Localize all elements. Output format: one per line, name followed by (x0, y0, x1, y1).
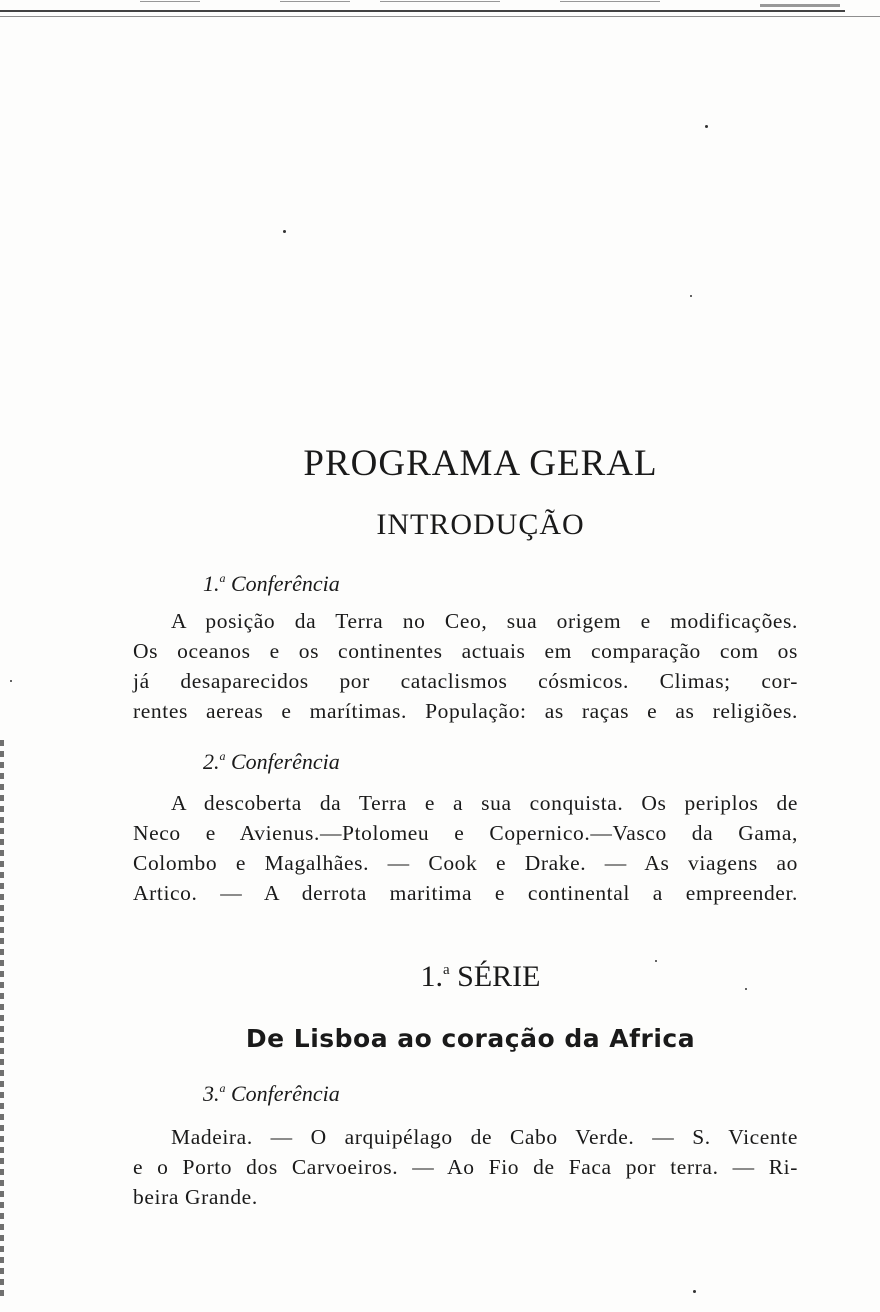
text-line: A posição da Terra no Ceo, sua origem e modificações. (171, 609, 798, 633)
text-line: Artico. — A derrota maritima e continental a empreender. (133, 881, 798, 905)
series-subtitle: De Lisboa ao coração da Africa (245, 1024, 696, 1053)
conference-label: Conferência (231, 749, 340, 774)
conference-1-text (133, 606, 798, 726)
series-heading (133, 950, 798, 997)
text-line: já desaparecidos por cataclismos cósmicos. Climas; cor- (133, 669, 798, 693)
conference-2-heading (133, 741, 798, 777)
scan-speck (10, 680, 12, 682)
conference-ordinal: a (219, 1081, 226, 1095)
conference-2-text (133, 788, 798, 908)
scan-dash (560, 1, 660, 2)
series-number: 1. (420, 960, 443, 993)
conference-number: 3. (203, 1081, 220, 1106)
conference-ordinal: a (219, 571, 226, 585)
text-line: beira Grande. (133, 1185, 258, 1209)
page-title: PROGRAMA GERAL (303, 443, 658, 484)
scan-dash (380, 1, 500, 2)
introduction-heading: INTRODUÇÃO (376, 508, 585, 541)
conference-3-text (133, 1122, 798, 1212)
scan-dash (760, 4, 840, 7)
scan-dash (280, 1, 350, 2)
series-ordinal: a (442, 962, 450, 978)
scan-speck (283, 230, 286, 233)
scan-left-edge (0, 740, 4, 1300)
text-line: A descoberta da Terra e a sua conquista. Os periplos de (171, 791, 798, 815)
text-line: Colombo e Magalhães. — Cook e Drake. — As viagens ao (133, 851, 798, 875)
document-body (133, 440, 798, 1212)
scan-speck (693, 1290, 696, 1293)
conference-ordinal: a (219, 749, 226, 763)
conference-number: 1. (203, 571, 220, 596)
scan-top-rule (0, 10, 845, 12)
text-line: Os oceanos e os continentes actuais em comparação com os (133, 639, 798, 663)
conference-label: Conferência (231, 1081, 340, 1106)
text-line: Madeira. — O arquipélago de Cabo Verde. — S. Vicente (171, 1125, 798, 1149)
conference-label: Conferência (231, 571, 340, 596)
scan-dash (140, 1, 200, 2)
scan-speck (705, 125, 708, 128)
text-line: rentes aereas e marítimas. População: as raças e as religiões. (133, 699, 798, 723)
scan-speck (690, 295, 692, 297)
conference-3-heading (133, 1073, 798, 1109)
conference-1-heading (133, 563, 798, 599)
scan-top-rule-thin (0, 16, 880, 17)
series-label: SÉRIE (457, 960, 541, 993)
text-line: Neco e Avienus.—Ptolomeu e Copernico.—Vasco da Gama, (133, 821, 798, 845)
conference-number: 2. (203, 749, 220, 774)
text-line: e o Porto dos Carvoeiros. — Ao Fio de Faca por terra. — Ri- (133, 1155, 798, 1179)
